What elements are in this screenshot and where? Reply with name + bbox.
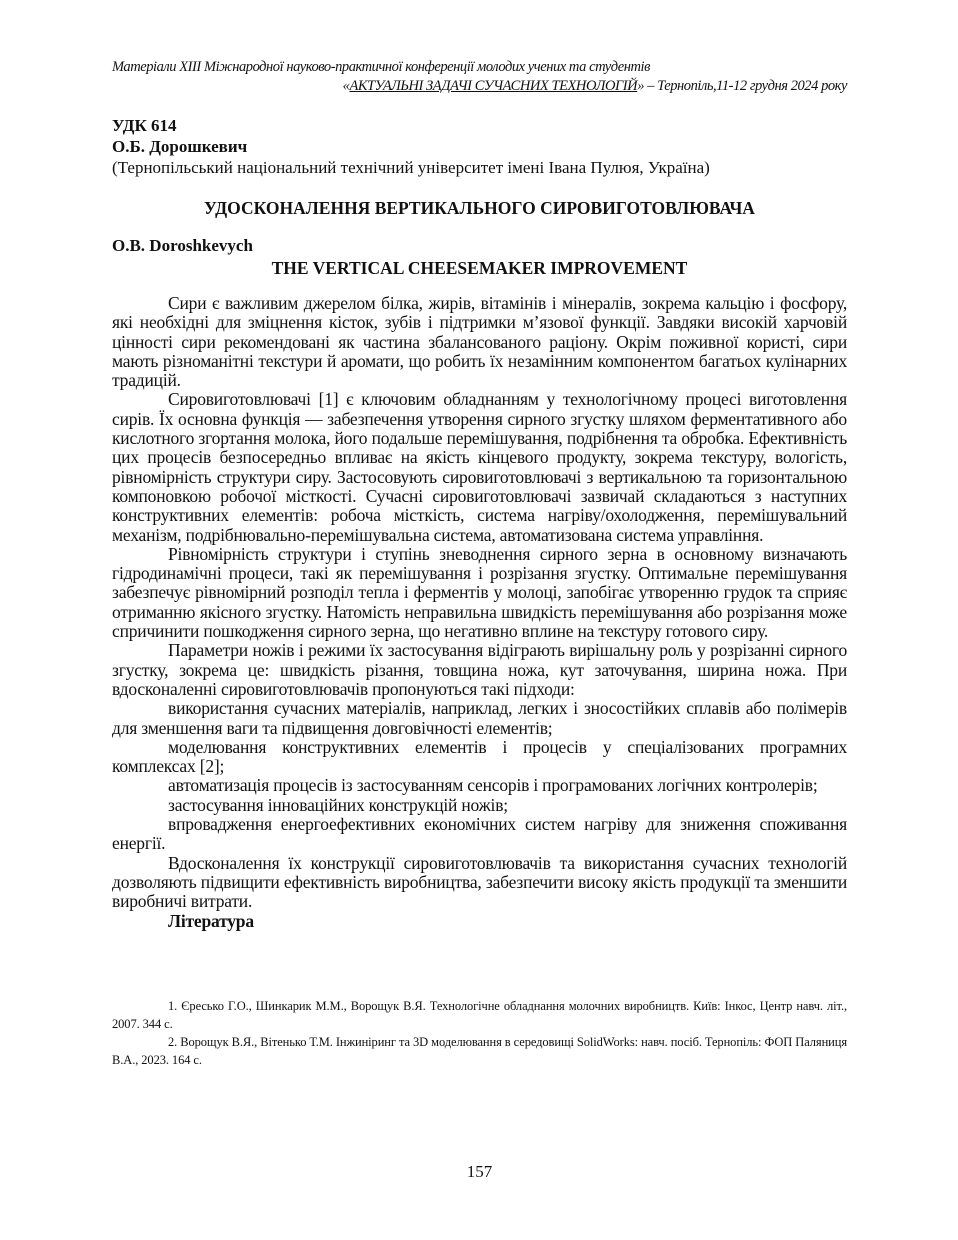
running-header-line-1: Матеріали XIII Міжнародної науково-практичної конференції молодих учених та студентів [112,59,650,75]
list-item: впровадження енергоефективних економічних систем нагріву для зниження споживання енергії. [112,814,847,854]
list-item: моделювання конструктивних елементів і процесів у спеціалізованих програмних комплексах [2]; [112,736,847,777]
author-ua: О.Б. Дорошкевич [112,137,248,156]
author-english: O.B. Doroshkevych [112,236,253,255]
body-paragraph: Сири є важливим джерелом білка, жирів, вітамінів і мінералів, зокрема кальцію і фосфору, які необхідні для зміцнення кісток, зубів і підтримки м’язової функції. Завдяки високій харчовій цінності сири рекомендовані як частина збалансованого раціону. Окрім поживної користі, сири мають різноманітні текстури й аромати, що робить їх незамінним компонентом багатьох кулінарних традицій. [112,293,847,391]
title-ukrainian: УДОСКОНАЛЕННЯ ВЕРТИКАЛЬНОГО СИРОВИГОТОВЛЮВАЧА [204,198,755,218]
body-paragraph: Вдосконалення їх конструкції сировиготовлювачів та використання сучасних технологій дозволяють підвищити ефективність виробництва, забезпечити високу якість продукції та зменшити виробничі витрати. [112,852,847,912]
running-header-line-2 [112,77,847,95]
header-conference-name: АКТУАЛЬНІ ЗАДАЧІ СУЧАСНИХ ТЕХНОЛОГІЙ [349,78,638,94]
references-list [112,997,847,1069]
list-item: автоматизація процесів із застосуванням сенсорів і програмованих логічних контролерів; [168,775,818,796]
udc-code: УДК 614 [112,116,177,135]
article-body [112,294,847,931]
header-location-date: » – Тернопіль,11-12 грудня 2024 року [637,78,847,94]
title-english: THE VERTICAL CHEESEMAKER IMPROVEMENT [271,258,688,278]
body-paragraph: Параметри ножів і режими їх застосування відіграють вирішальну роль у розрізанні сирного згустку, зокрема це: швидкість різання, товщина ножа, кут заточування, ширина ножа. При вдосконаленні сировиготовлювачів пропонуються такі підходи: [112,640,847,699]
affiliation: (Тернопільський національний технічний університет імені Івана Пулюя, Україна) [112,158,710,177]
body-paragraph: Рівномірність структури і ступінь зневоднення сирного зерна в основному визначають гідродинамічні процеси, такі як перемішування і розрізання згустку. Оптимальне перемішування забезпечує рівномірний розподіл тепла і ферментів у молоці, запобігає утворенню грудок та сприяє отриманню якісного згустку. Натомість неправильна швидкість перемішування або розрізання може спричинити пошкодження сирного зерна, що негативно вплине на текстуру готового сиру. [112,543,847,642]
list-item: використання сучасних матеріалів, наприклад, легких і зносостійких сплавів або полімерів для зменшення ваги та підвищення довговічності елементів; [112,698,847,738]
page-number: 157 [466,1162,493,1181]
list-item: застосування інноваційних конструкцій ножів; [168,794,508,815]
references-heading: Література [168,910,254,931]
header-quote-open: « [342,78,350,94]
reference-item: 1. Єресько Г.О., Шинкарик М.М., Ворощук В.Я. Технологічне обладнання молочних виробництв. Київ: Інкос, Центр навч. літ., 2007. 344 с. [112,999,847,1031]
body-paragraph: Сировиготовлювачі [1] є ключовим обладнанням у технологічному процесі виготовлення сирів. Їх основна функція — забезпечення утворення сирного згустку шляхом ферментативного або кислотного згортання молока, його подальше перемішування, подрібнення та обробка. Ефективність цих процесів безпосередньо впливає на якість кінцевого продукту, зокрема текстуру, вологість, рівномірність структури сиру. Застосовують сировиготовлювачі з вертикальною та горизонтальною компоновкою робочої місткості. Сучасні сировиготовлювачі зазвичай складаються з наступних конструктивних елементів: робоча місткість, система нагріву/охолодження, перемішувальний механізм, подрібнювально-перемішувальна система, автоматизована система управління. [112,389,847,545]
reference-item: 2. Ворощук В.Я., Вітенько Т.М. Інжиніринг та 3D моделювання в середовищі SolidWorks: навч. посіб. Тернопіль: ФОП Паляниця В.А., 2023. 164 с. [112,1035,847,1067]
